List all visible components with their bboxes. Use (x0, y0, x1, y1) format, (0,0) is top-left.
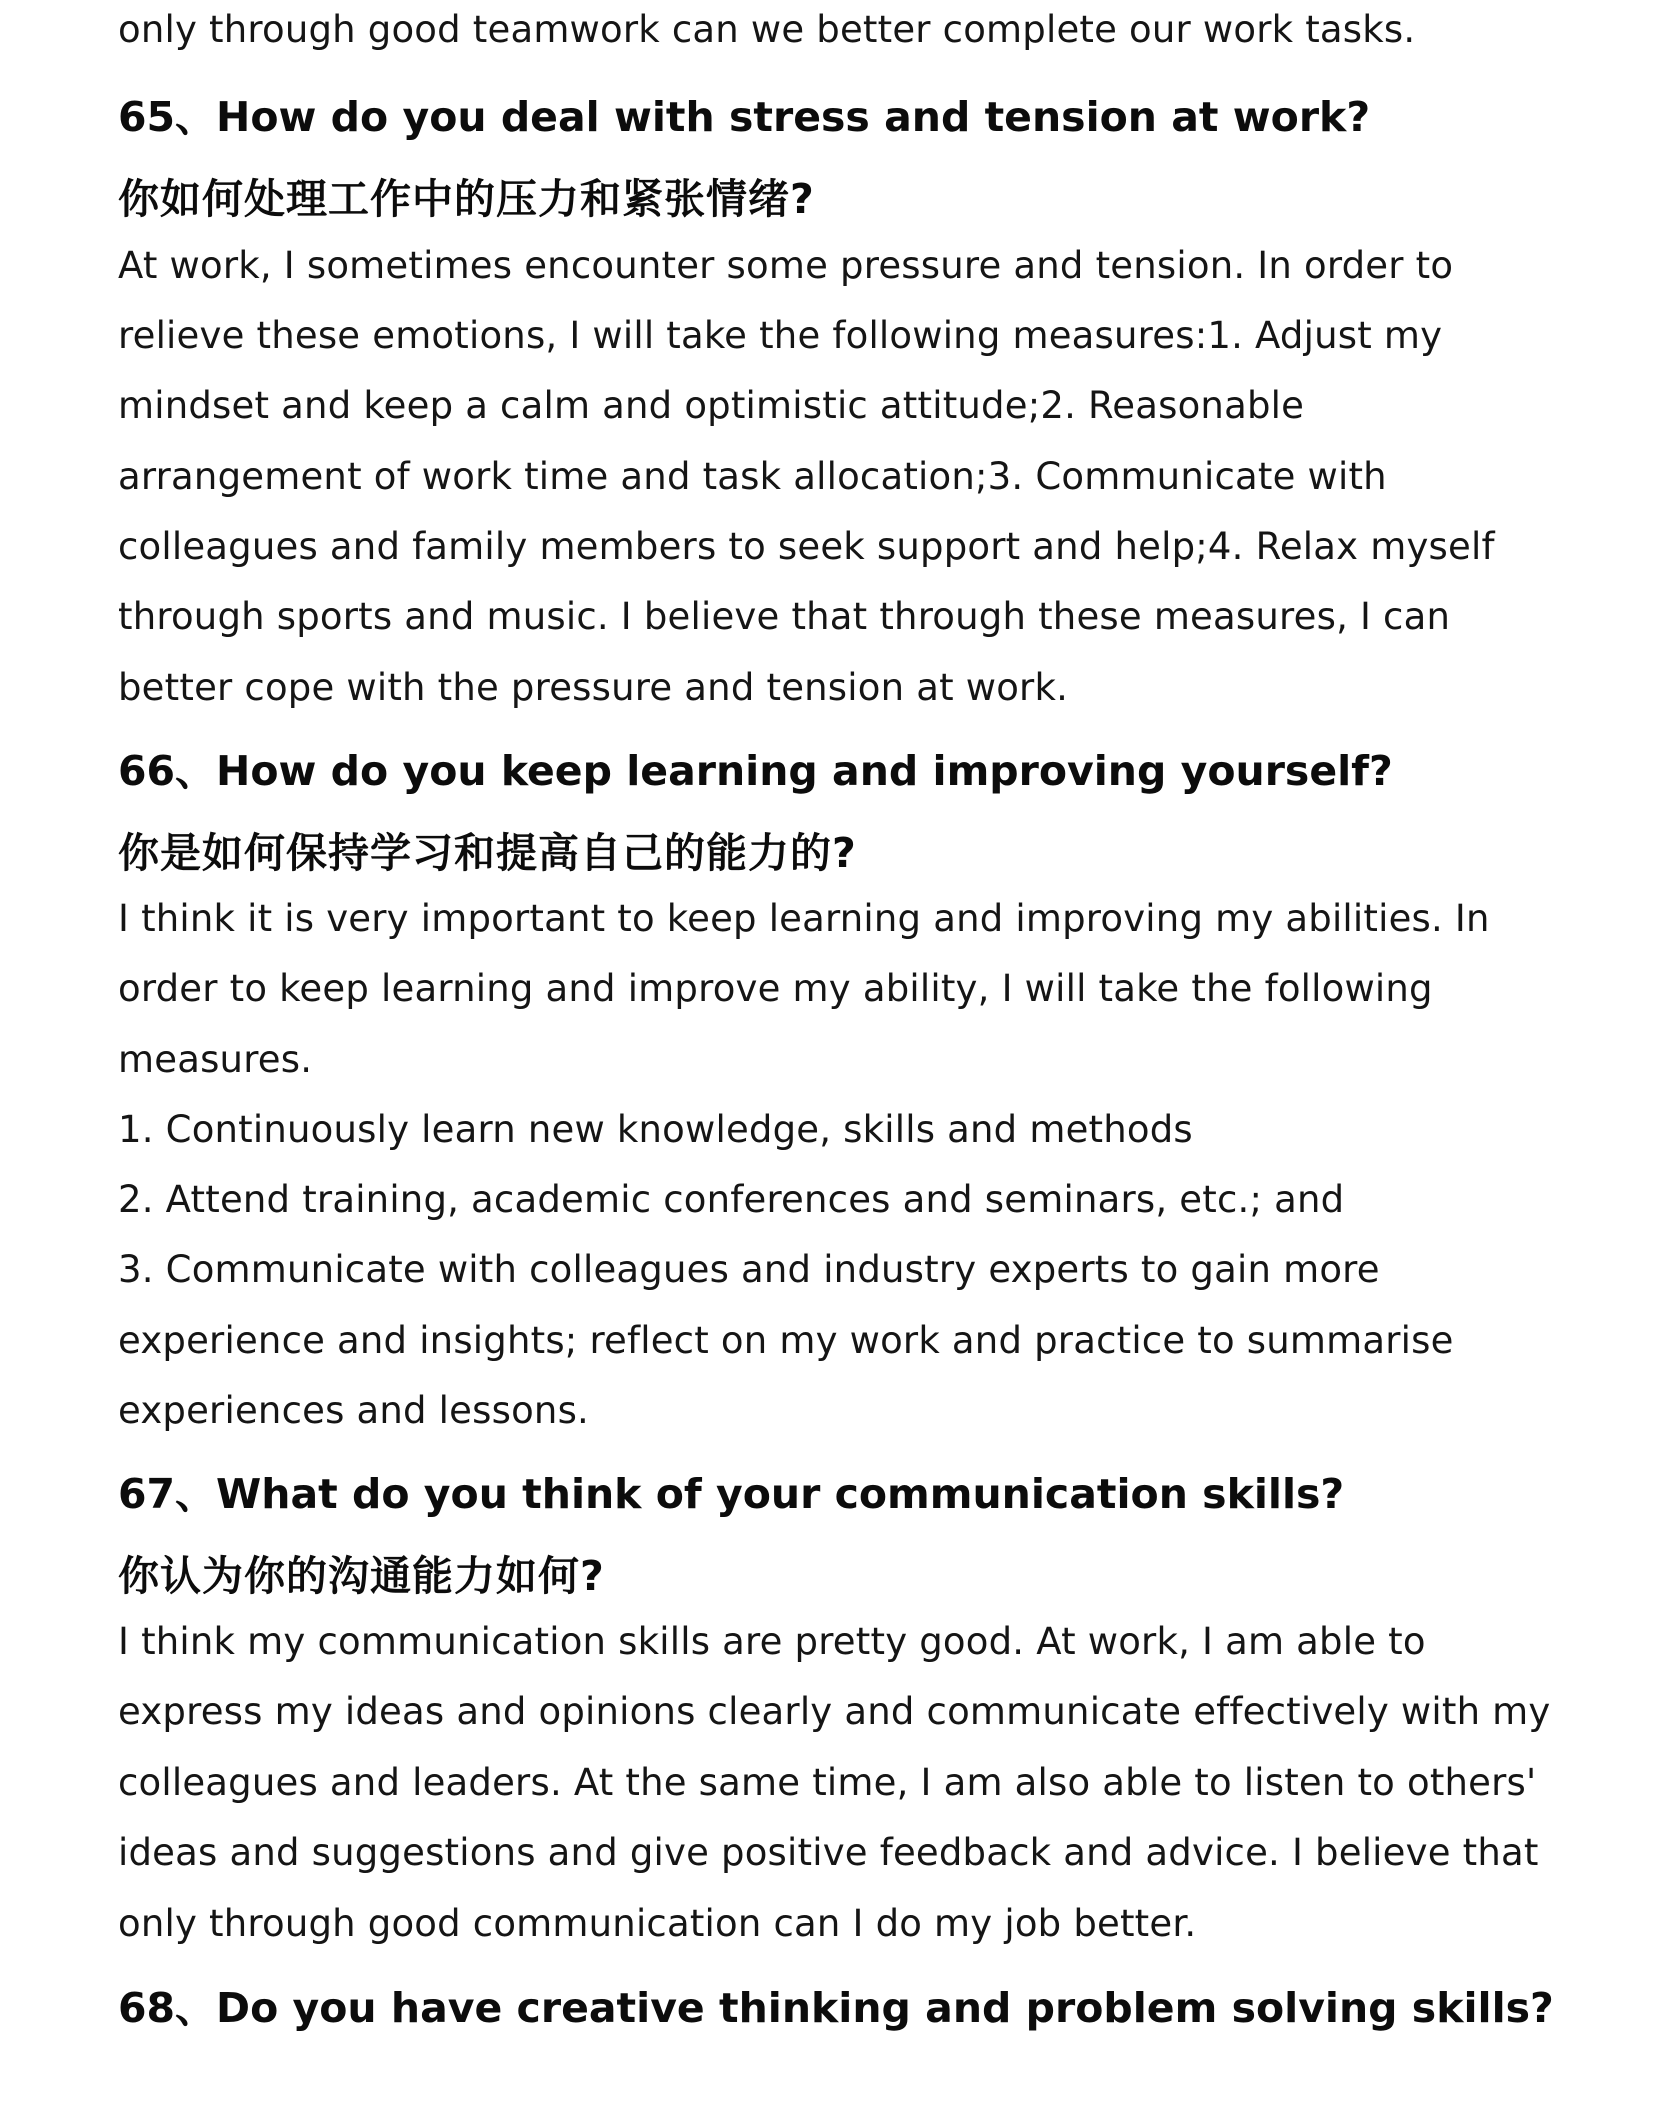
question-65-heading-zh: 你如何处理工作中的压力和紧张情绪? (118, 175, 815, 223)
answer-67-line: express my ideas and opinions clearly and communicate effectively with my (118, 1690, 1551, 1733)
answer-66-list-item: 3. Communicate with colleagues and industry experts to gain more (118, 1248, 1380, 1291)
answer-67-line: ideas and suggestions and give positive feedback and advice. I believe that (118, 1831, 1539, 1874)
question-68-heading: 68、Do you have creative thinking and problem solving skills? (118, 1984, 1554, 2032)
answer-66-list-item: 2. Attend training, academic conferences and seminars, etc.; and (118, 1178, 1345, 1221)
question-67-heading: 67、What do you think of your communication skills? (118, 1470, 1345, 1518)
question-66-heading-zh: 你是如何保持学习和提高自己的能力的? (118, 829, 857, 877)
question-65-heading: 65、How do you deal with stress and tension at work? (118, 93, 1371, 141)
question-67-heading-zh: 你认为你的沟通能力如何? (118, 1552, 605, 1600)
answer-66-line: order to keep learning and improve my ability, I will take the following (118, 967, 1433, 1010)
question-66-heading: 66、How do you keep learning and improving yourself? (118, 747, 1393, 795)
answer-66-line: measures. (118, 1038, 313, 1081)
answer-66-list-item: 1. Continuously learn new knowledge, skills and methods (118, 1108, 1193, 1151)
answer-65-line: arrangement of work time and task allocation;3. Communicate with (118, 455, 1387, 498)
answer-65-line: At work, I sometimes encounter some pressure and tension. In order to (118, 244, 1454, 287)
answer-66-line: experiences and lessons. (118, 1389, 590, 1432)
answer-65-line: through sports and music. I believe that through these measures, I can (118, 595, 1451, 638)
answer-65-line: mindset and keep a calm and optimistic attitude;2. Reasonable (118, 384, 1305, 427)
answer-65-line: colleagues and family members to seek support and help;4. Relax myself (118, 525, 1495, 568)
answer-67-line: only through good communication can I do my job better. (118, 1902, 1197, 1945)
intro-line: only through good teamwork can we better complete our work tasks. (118, 8, 1416, 51)
answer-66-line: I think it is very important to keep learning and improving my abilities. In (118, 897, 1490, 940)
answer-67-line: I think my communication skills are pretty good. At work, I am able to (118, 1620, 1426, 1663)
answer-65-line: better cope with the pressure and tension at work. (118, 666, 1069, 709)
answer-65-line: relieve these emotions, I will take the following measures:1. Adjust my (118, 314, 1443, 357)
answer-66-line: experience and insights; reflect on my work and practice to summarise (118, 1319, 1454, 1362)
answer-67-line: colleagues and leaders. At the same time, I am also able to listen to others' (118, 1761, 1537, 1804)
